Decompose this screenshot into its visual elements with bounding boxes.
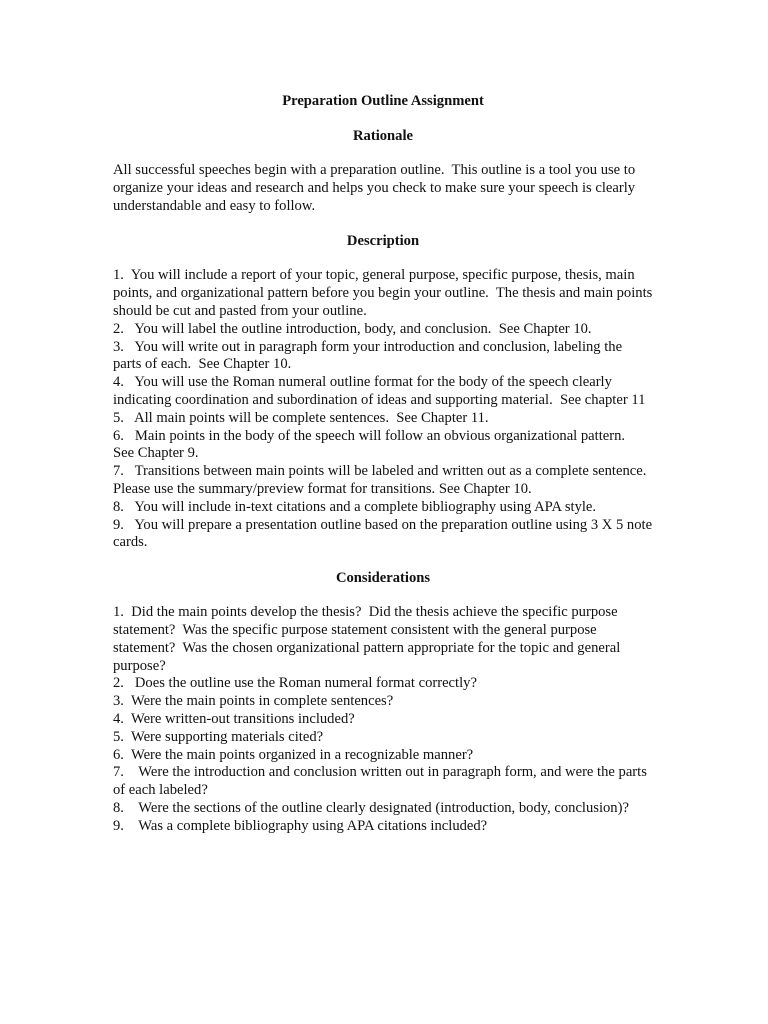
description-item-4: 4. You will use the Roman numeral outline format for the body of the speech clearly indicating coordination and subordination of ideas and supporting material. See chapter 11 [113,374,646,408]
consideration-item-2: 2. Does the outline use the Roman numeral format correctly? [113,675,477,692]
document-page [113,92,656,836]
document-title: Preparation Outline Assignment [282,93,484,109]
consideration-item-5: 5. Were supporting materials cited? [113,728,324,745]
description-list [113,267,656,552]
description-item-8: 8. You will include in-text citations and a complete bibliography using APA style. [113,498,597,515]
considerations-heading: Considerations [335,570,431,587]
considerations-list [113,604,653,835]
description-item-6: 6. Main points in the body of the speech will follow an obvious organizational pattern. See Chapter 9. [113,427,633,462]
rationale-heading: Rationale [353,128,413,144]
description-item-2: 2. You will label the outline introduction, body, and conclusion. See Chapter 10. [113,320,592,337]
rationale-paragraph: All successful speeches begin with a preparation outline. This outline is a tool you use to organize your ideas and research and helps you check to make sure your speech is clearly understandable and easy to follow. [113,162,639,214]
consideration-item-3: 3. Were the main points in complete sentences? [113,693,394,710]
consideration-item-8: 8. Were the sections of the outline clearly designated (introduction, body, conclusion)? [113,799,629,816]
consideration-item-7: 7. Were the introduction and conclusion written out in paragraph form, and were the parts of each labeled? [113,764,651,799]
description-item-5: 5. All main points will be complete sentences. See Chapter 11. [113,409,489,426]
description-item-1: 1. You will include a report of your topic, general purpose, specific purpose, thesis, main points, and organizational pattern before you begin your outline. The thesis and main points should be cut and pasted from your outline. [113,267,656,319]
description-item-7: 7. Transitions between main points will be labeled and written out as a complete sentence. Please use the summary/preview format for transitions. See Chapter 10. [113,463,654,497]
description-item-9: 9. You will prepare a presentation outline based on the preparation outline using 3 X 5 note cards. [113,516,656,551]
consideration-item-4: 4. Were written-out transitions included? [113,710,355,727]
description-item-3: 3. You will write out in paragraph form your introduction and conclusion, labeling the parts of each. See Chapter 10. [113,338,626,373]
consideration-item-9: 9. Was a complete bibliography using APA citations included? [113,817,488,834]
description-heading: Description [346,233,420,250]
consideration-item-1: 1. Did the main points develop the thesis? Did the thesis achieve the specific purpose statement? Was the specific purpose statement consistent with the general purpose statement? Was the chosen organizational pattern appropriate for the topic and general purpose? [113,604,624,674]
consideration-item-6: 6. Were the main points organized in a recognizable manner? [113,746,474,763]
